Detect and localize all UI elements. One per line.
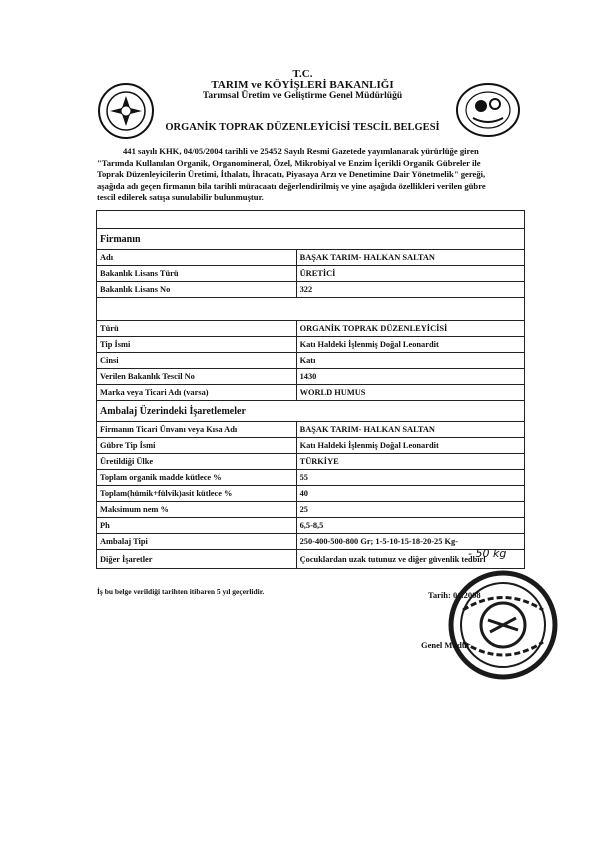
row-value: WORLD HUMUS — [296, 385, 524, 401]
row-value: Katı Haldeki İşlenmiş Doğal Leonardit — [296, 438, 524, 454]
official-stamp — [448, 570, 558, 680]
row-value: Katı — [296, 353, 524, 369]
table-row — [97, 353, 525, 369]
row-label: Cinsi — [97, 353, 297, 369]
table-row — [97, 250, 525, 266]
row-value: Çocuklardan uzak tutunuz ve diğer güvenlik tedbirl — [296, 550, 524, 569]
table-row — [97, 369, 525, 385]
row-value: 55 — [296, 470, 524, 486]
table-row — [97, 266, 525, 282]
table-row — [97, 438, 525, 454]
table-row — [97, 518, 525, 534]
table-row — [97, 385, 525, 401]
table-row — [97, 422, 525, 438]
handwritten-annotation: - 50 kg — [468, 547, 507, 560]
intro-line-1: 441 sayılı KHK, 04/05/2004 tarihli ve 25452 Sayılı Resmi Gazetede yayımlanarak yürürlüğe giren — [123, 146, 479, 156]
packaging-section-heading: Ambalaj Üzerindeki İşaretlemeler — [97, 401, 525, 422]
row-value: 322 — [296, 282, 524, 298]
table-row — [97, 321, 525, 337]
row-label: Toplam organik madde kütlece % — [97, 470, 297, 486]
row-label: Adı — [97, 250, 297, 266]
intro-line-3: Toprak Düzenleyicilerin Üretimi, İthalatı, İhracatı, Piyasaya Arzı ve Denetimine Dair Yönetmelik" gereği, — [97, 169, 486, 180]
table-row — [97, 282, 525, 298]
row-value: 1430 — [296, 369, 524, 385]
document-title: ORGANİK TOPRAK DÜZENLEYİCİSİ TESCİL BELGESİ — [165, 122, 440, 133]
row-value: 25 — [296, 502, 524, 518]
row-value: BAŞAK TARIM- HALKAN SALTAN — [296, 250, 524, 266]
ministry-heading: TARIM ve KÖYİŞLERİ BAKANLIĞI — [211, 79, 394, 91]
row-value: Katı Haldeki İşlenmiş Doğal Leonardit — [296, 337, 524, 353]
row-label: Türü — [97, 321, 297, 337]
date-line: Tarih: 01.2008 — [428, 590, 481, 600]
intro-line-4: aşağıda adı geçen firmanın bila tarihli müracaatı değerlendirilmiş ve yine aşağıda özellikleri verilen gübre — [97, 180, 486, 191]
row-label: Marka veya Ticari Adı (varsa) — [97, 385, 297, 401]
row-value: 250-400-500-800 Gr; 1-5-10-15-18-20-25 Kg- — [296, 534, 524, 550]
row-label: Firmanın Ticari Ünvanı veya Kısa Adı — [97, 422, 297, 438]
table-row — [97, 550, 525, 569]
table-row — [97, 337, 525, 353]
row-label: Maksimum nem % — [97, 502, 297, 518]
table-row — [97, 502, 525, 518]
row-value: ORGANİK TOPRAK DÜZENLEYİCİSİ — [296, 321, 524, 337]
tc-heading: T.C. — [292, 68, 313, 80]
intro-line-2: "Tarımda Kullanılan Organik, Organomineral, Özel, Mikrobiyal ve Enzim İçerikli Organik Gübreler ile — [97, 157, 481, 168]
intro-line-5: tescil edilerek satışa sunulabilir bulunmuştur. — [97, 192, 264, 203]
signatory-title: Genel Müdür — [421, 640, 471, 650]
row-value: 40 — [296, 486, 524, 502]
table-row — [97, 470, 525, 486]
row-value: 6,5-8,5 — [296, 518, 524, 534]
table-row — [97, 486, 525, 502]
row-value: TÜRKİYE — [296, 454, 524, 470]
row-label: Üretildiği Ülke — [97, 454, 297, 470]
validity-note: İş bu belge verildiği tarihten itibaren 5 yıl geçerlidir. — [97, 587, 265, 596]
row-label: Bakanlık Lisans No — [97, 282, 297, 298]
intro-paragraph — [97, 146, 524, 204]
table-row — [97, 534, 525, 550]
registration-table — [96, 210, 525, 569]
row-value: BAŞAK TARIM- HALKAN SALTAN — [296, 422, 524, 438]
row-label: Verilen Bakanlık Tescil No — [97, 369, 297, 385]
row-label: Ph — [97, 518, 297, 534]
table-row — [97, 454, 525, 470]
row-label: Tip İsmi — [97, 337, 297, 353]
row-label: Gübre Tip İsmi — [97, 438, 297, 454]
department-heading: Tarımsal Üretim ve Geliştirme Genel Müdürlüğü — [202, 91, 403, 101]
row-label: Ambalaj Tipi — [97, 534, 297, 550]
row-value: ÜRETİCİ — [296, 266, 524, 282]
row-label: Bakanlık Lisans Türü — [97, 266, 297, 282]
row-label: Diğer İşaretler — [97, 550, 297, 569]
row-label: Toplam(hümik+fülvik)asit kütlece % — [97, 486, 297, 502]
firm-section-heading: Firmanın — [97, 229, 525, 250]
